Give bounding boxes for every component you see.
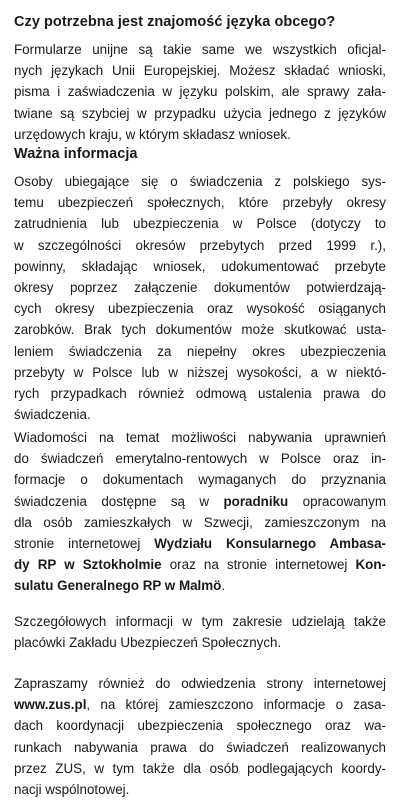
paragraph-guide-info bbox=[14, 427, 386, 597]
text-line: nych językach Unii Europejskiej. Możesz składać wnioski, bbox=[14, 63, 386, 79]
paragraph-important-info bbox=[14, 171, 386, 425]
text-line: przez ZUS, w tym także dla osób podlegających koordy- bbox=[14, 760, 386, 776]
text-line: cych okresy ubezpieczenia oraz wysokość osiąganych bbox=[14, 301, 386, 317]
text-line: powinny, składając wniosek, udokumentować przebyte bbox=[14, 258, 386, 274]
consulate-name: sulatu Generalnego RP w Malmö bbox=[14, 578, 222, 594]
text-line: Formularze unijne są takie same we wszystkich oficjal- bbox=[14, 42, 386, 57]
text-line bbox=[14, 491, 386, 512]
text-line: Osoby ubiegające się o świadczenia z polskiego sys- bbox=[14, 174, 386, 189]
text-line: świadczenia. bbox=[14, 407, 91, 423]
text-line: zarobków. Brak tych dokumentów może skutkować usta- bbox=[14, 322, 386, 338]
text-line: urzędowych kraju, w którym składasz wniosek. bbox=[14, 126, 291, 142]
guide-link-text: poradniku bbox=[223, 493, 289, 509]
text-line: pisma i zaświadczenia w języku polskim, ale sprawy zała- bbox=[14, 84, 386, 100]
heading-important-info: Ważna informacja bbox=[14, 146, 138, 162]
heading-foreign-language: Czy potrzebna jest znajomość języka obcego? bbox=[14, 14, 336, 30]
text-line: rych przypadkach również odmową ustalenia prawa do bbox=[14, 385, 386, 401]
text-line bbox=[14, 554, 386, 575]
embassy-name: Wydziału Konsularnego Ambasa- bbox=[154, 535, 386, 551]
text-line: okresy poprzez załączenie dokumentów potwierdzają- bbox=[14, 279, 386, 295]
text-segment: , na której zamieszczono informacje o zasa- bbox=[86, 697, 386, 713]
text-line: w szczególności okresów przebytych przed 1999 r.), bbox=[14, 237, 386, 253]
paragraph-zus-offices bbox=[14, 611, 386, 653]
website-link[interactable]: www.zus.pl bbox=[14, 697, 87, 713]
paragraph-foreign-language bbox=[14, 39, 386, 145]
text-segment: . bbox=[221, 578, 226, 594]
text-segment: opracowanym bbox=[288, 493, 386, 509]
text-line: Wiadomości na temat możliwości nabywania uprawnień bbox=[14, 430, 386, 445]
consulate-name: Kon- bbox=[355, 557, 386, 573]
embassy-name: dy RP w Sztokholmie bbox=[14, 557, 162, 573]
text-line: placówki Zakładu Ubezpieczeń Społecznych. bbox=[14, 635, 282, 651]
text-segment: stronie internetowej bbox=[14, 535, 155, 551]
text-line: runkach nabywania prawa do świadczeń realizowanych bbox=[14, 739, 386, 755]
text-line: przebyty w Polsce lub w niższej wysokości, a w niektó- bbox=[14, 364, 386, 380]
text-segment: świadczenia dostępne są w bbox=[14, 493, 224, 509]
text-line bbox=[14, 694, 386, 715]
text-line: dach koordynacji ubezpieczenia społecznego oraz wa- bbox=[14, 718, 386, 734]
text-line: Zapraszamy również do odwiedzenia strony internetowej bbox=[14, 676, 386, 691]
text-line: twiane są szybciej w przypadku użycia jednego z języków bbox=[14, 105, 386, 121]
text-segment: oraz na stronie internetowej bbox=[161, 557, 356, 573]
text-line bbox=[14, 575, 386, 596]
text-line: zatrudnienia lub ubezpieczenia w Polsce (dotyczy to bbox=[14, 216, 386, 232]
text-line: formacje o dokumentach wymaganych do przyznania bbox=[14, 472, 386, 488]
text-line: temu ubezpieczeń społecznych, które przebyły okresy bbox=[14, 195, 386, 211]
text-line: leniem świadczenia za niepełny okres ubezpieczenia bbox=[14, 343, 386, 359]
text-line bbox=[14, 533, 386, 554]
text-line: nacji wspólnotowej. bbox=[14, 781, 130, 797]
paragraph-website bbox=[14, 673, 386, 800]
text-line: dla osób zamieszkałych w Szwecji, zamieszczonym na bbox=[14, 514, 386, 530]
text-line: Szczegółowych informacji w tym zakresie udzielają także bbox=[14, 614, 386, 629]
text-line: do świadczeń emerytalno-rentowych w Polsce oraz in- bbox=[14, 451, 386, 467]
